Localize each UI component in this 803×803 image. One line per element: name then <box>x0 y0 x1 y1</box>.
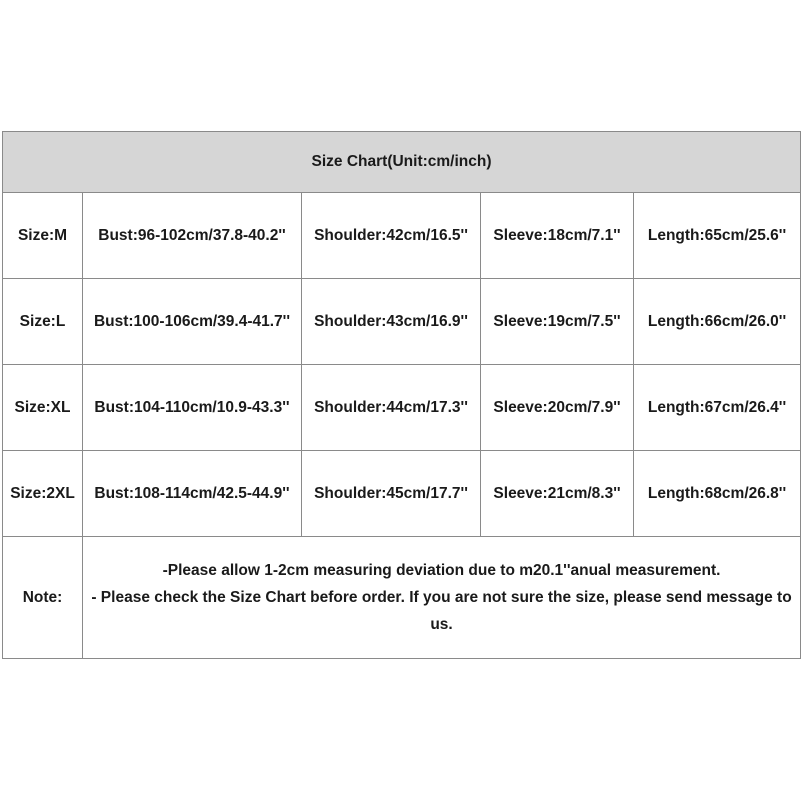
bust-cell: Bust:104-110cm/10.9-43.3'' <box>83 365 302 451</box>
size-chart <box>2 131 800 659</box>
table-row <box>3 451 801 537</box>
table-row <box>3 193 801 279</box>
size-cell: Size:M <box>3 193 83 279</box>
shoulder-cell: Shoulder:43cm/16.9'' <box>302 279 481 365</box>
size-cell: Size:2XL <box>3 451 83 537</box>
sleeve-cell: Sleeve:20cm/7.9'' <box>481 365 634 451</box>
table-row <box>3 365 801 451</box>
note-text <box>83 537 801 659</box>
size-chart-table <box>2 131 801 659</box>
shoulder-cell: Shoulder:44cm/17.3'' <box>302 365 481 451</box>
length-cell: Length:65cm/25.6'' <box>634 193 801 279</box>
sleeve-cell: Sleeve:19cm/7.5'' <box>481 279 634 365</box>
note-line-2: - Please check the Size Chart before order. If you are not sure the size, please send message to us. <box>91 589 792 633</box>
sleeve-cell: Sleeve:18cm/7.1'' <box>481 193 634 279</box>
table-row <box>3 279 801 365</box>
length-cell: Length:68cm/26.8'' <box>634 451 801 537</box>
chart-title: Size Chart(Unit:cm/inch) <box>3 132 801 193</box>
size-cell: Size:L <box>3 279 83 365</box>
shoulder-cell: Shoulder:45cm/17.7'' <box>302 451 481 537</box>
title-row <box>3 132 801 193</box>
note-row <box>3 537 801 659</box>
note-label: Note: <box>3 537 83 659</box>
bust-cell: Bust:96-102cm/37.8-40.2'' <box>83 193 302 279</box>
size-cell: Size:XL <box>3 365 83 451</box>
bust-cell: Bust:108-114cm/42.5-44.9'' <box>83 451 302 537</box>
length-cell: Length:67cm/26.4'' <box>634 365 801 451</box>
length-cell: Length:66cm/26.0'' <box>634 279 801 365</box>
shoulder-cell: Shoulder:42cm/16.5'' <box>302 193 481 279</box>
note-line-1: -Please allow 1-2cm measuring deviation due to m20.1''anual measurement. <box>162 562 721 579</box>
sleeve-cell: Sleeve:21cm/8.3'' <box>481 451 634 537</box>
bust-cell: Bust:100-106cm/39.4-41.7'' <box>83 279 302 365</box>
